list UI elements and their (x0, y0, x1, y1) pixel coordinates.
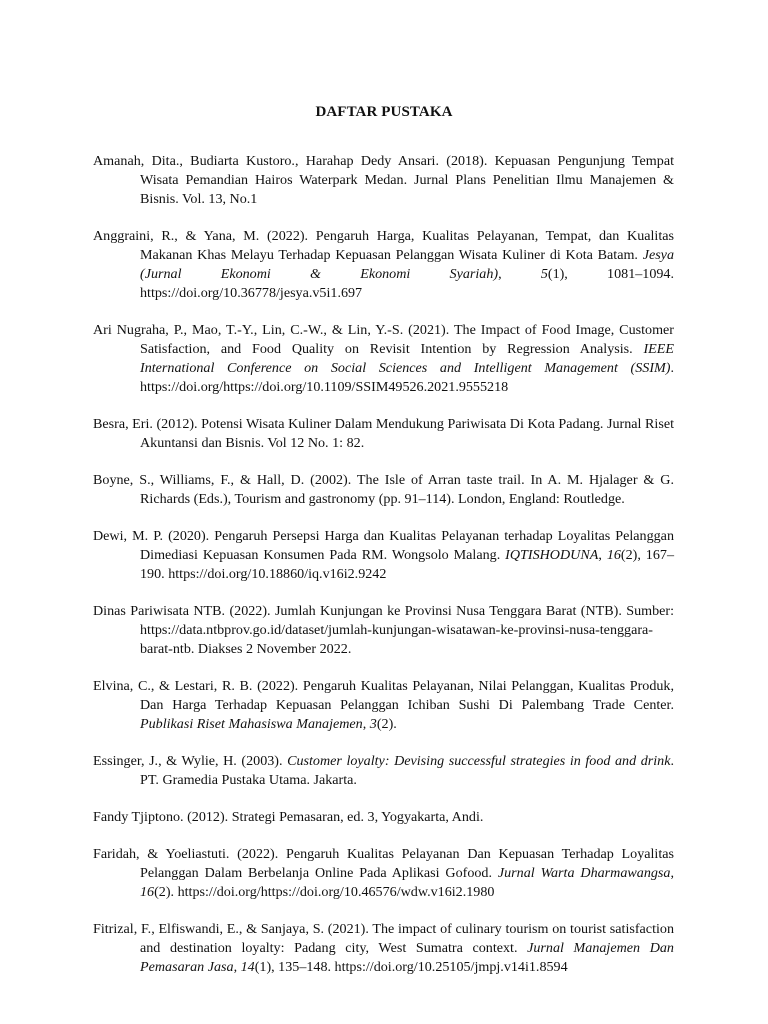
reference-text: Fandy Tjiptono. (2012). Strategi Pemasaran, ed. 3, Yogyakarta, Andi. (93, 809, 484, 825)
reference-text: . PT. Gramedia Pustaka Utama. Jakarta. (140, 753, 674, 788)
reference-text: Essinger, J., & Wylie, H. (2003). (93, 753, 288, 769)
reference-text: Anggraini, R., & Yana, M. (2022). Pengaruh Harga, Kualitas Pelayanan, Tempat, dan Kualitas Makanan Khas Melayu Terhadap Kepuasan Pelanggan Wisata Kuliner di Kota Batam. (93, 228, 674, 263)
page-heading: DAFTAR PUSTAKA (315, 104, 453, 120)
reference-text: (2). (376, 716, 397, 732)
reference-entry (93, 677, 674, 734)
reference-italic-text: IEEE International Conference on Social Sciences and Intelligent Management (SSIM) (140, 341, 674, 376)
reference-italic-text: Publikasi Riset Mahasiswa Manajemen (140, 716, 363, 732)
reference-entry (93, 752, 674, 790)
reference-entry (93, 808, 674, 827)
reference-italic-text: Jurnal Warta Dharmawangsa (497, 865, 671, 881)
reference-text: Dinas Pariwisata NTB. (2022). Jumlah Kunjungan ke Provinsi Nusa Tenggara Barat (NTB). Sumber: https://data.ntbprov.go.id/dataset/jumlah-kunjungan-wisatawan-ke-provinsi-nusa-tenggara-barat-ntb. Diakses 2 November 2022. (93, 603, 674, 657)
reference-text: Amanah, Dita., Budiarta Kustoro., Harahap Dedy Ansari. (2018). Kepuasan Pengunjung Tempat Wisata Pemandian Hairos Waterpark Medan. Jurnal Plans Penelitian Ilmu Manajemen & Bisnis. Vol. 13, No.1 (93, 153, 674, 207)
reference-entry (93, 602, 674, 659)
reference-text: (1), 135–148. https://doi.org/10.25105/jmpj.v14i1.8594 (254, 959, 568, 975)
reference-text: (2), 167–190. https://doi.org/10.18860/iq.v16i2.9242 (140, 547, 674, 582)
reference-text: , (362, 716, 370, 732)
reference-text: , (598, 547, 607, 563)
reference-entry (93, 415, 674, 453)
reference-italic-text: 16 (606, 547, 621, 563)
reference-italic-text: 16 (140, 884, 155, 900)
reference-italic-text: 14 (240, 959, 255, 975)
reference-italic-text: 3 (369, 716, 377, 732)
reference-text: Faridah, & Yoeliastuti. (2022). Pengaruh Kualitas Pelayanan Dan Kepuasan Terhadap Loyalitas Pelanggan Dalam Berbelanja Online Pada Aplikasi Gofood. (93, 846, 674, 881)
reference-entry (93, 227, 674, 303)
reference-text: , (233, 959, 241, 975)
reference-entry (93, 920, 674, 977)
reference-text: (2). https://doi.org/https://doi.org/10.46576/wdw.v16i2.1980 (154, 884, 495, 900)
reference-text: Elvina, C., & Lestari, R. B. (2022). Pengaruh Kualitas Pelayanan, Nilai Pelanggan, Kualitas Produk, Dan Harga Terhadap Kepuasan Pelanggan Ichiban Sushi Di Palembang Trade Center. (93, 678, 674, 713)
reference-text: Ari Nugraha, P., Mao, T.-Y., Lin, C.-W., & Lin, Y.-S. (2021). The Impact of Food Image, Customer Satisfaction, and Food Quality on Revisit Intention by Regression Analysis. (93, 322, 674, 357)
reference-text: , (670, 865, 674, 881)
reference-entry (93, 152, 674, 209)
reference-entry (93, 845, 674, 902)
reference-text: (1), 1081–1094. https://doi.org/10.36778/jesya.v5i1.697 (140, 266, 674, 301)
reference-text: Besra, Eri. (2012). Potensi Wisata Kuliner Dalam Mendukung Pariwisata Di Kota Padang. Jurnal Riset Akuntansi dan Bisnis. Vol 12 No. 1: 82. (93, 416, 674, 451)
reference-italic-text: Jurnal Manajemen Dan Pemasaran Jasa (140, 940, 674, 975)
reference-text: Dewi, M. P. (2020). Pengaruh Persepsi Harga dan Kualitas Pelayanan terhadap Loyalitas Pelanggan Dimediasi Kepuasan Konsumen Pada RM. Wongsolo Malang. (93, 528, 674, 563)
reference-list (93, 152, 674, 995)
reference-italic-text: IQTISHODUNA (505, 547, 599, 563)
reference-text: Fitrizal, F., Elfiswandi, E., & Sanjaya, S. (2021). The impact of culinary tourism on tourist satisfaction and destination loyalty: Padang city, West Sumatra context. (93, 921, 674, 956)
reference-italic-text: Jesya (Jurnal Ekonomi & Ekonomi Syariah) (140, 247, 674, 282)
reference-text: . https://doi.org/https://doi.org/10.1109/SSIM49526.2021.9555218 (140, 360, 674, 395)
reference-entry (93, 471, 674, 509)
reference-text: , (498, 266, 541, 282)
reference-text: Boyne, S., Williams, F., & Hall, D. (2002). The Isle of Arran taste trail. In A. M. Hjalager & G. Richards (Eds.), Tourism and gastronomy (pp. 91–114). London, England: Routledge. (93, 472, 674, 507)
reference-italic-text: Customer loyalty: Devising successful strategies in food and drink (287, 753, 671, 769)
reference-entry (93, 321, 674, 397)
reference-italic-text: 5 (540, 266, 548, 282)
reference-entry (93, 527, 674, 584)
